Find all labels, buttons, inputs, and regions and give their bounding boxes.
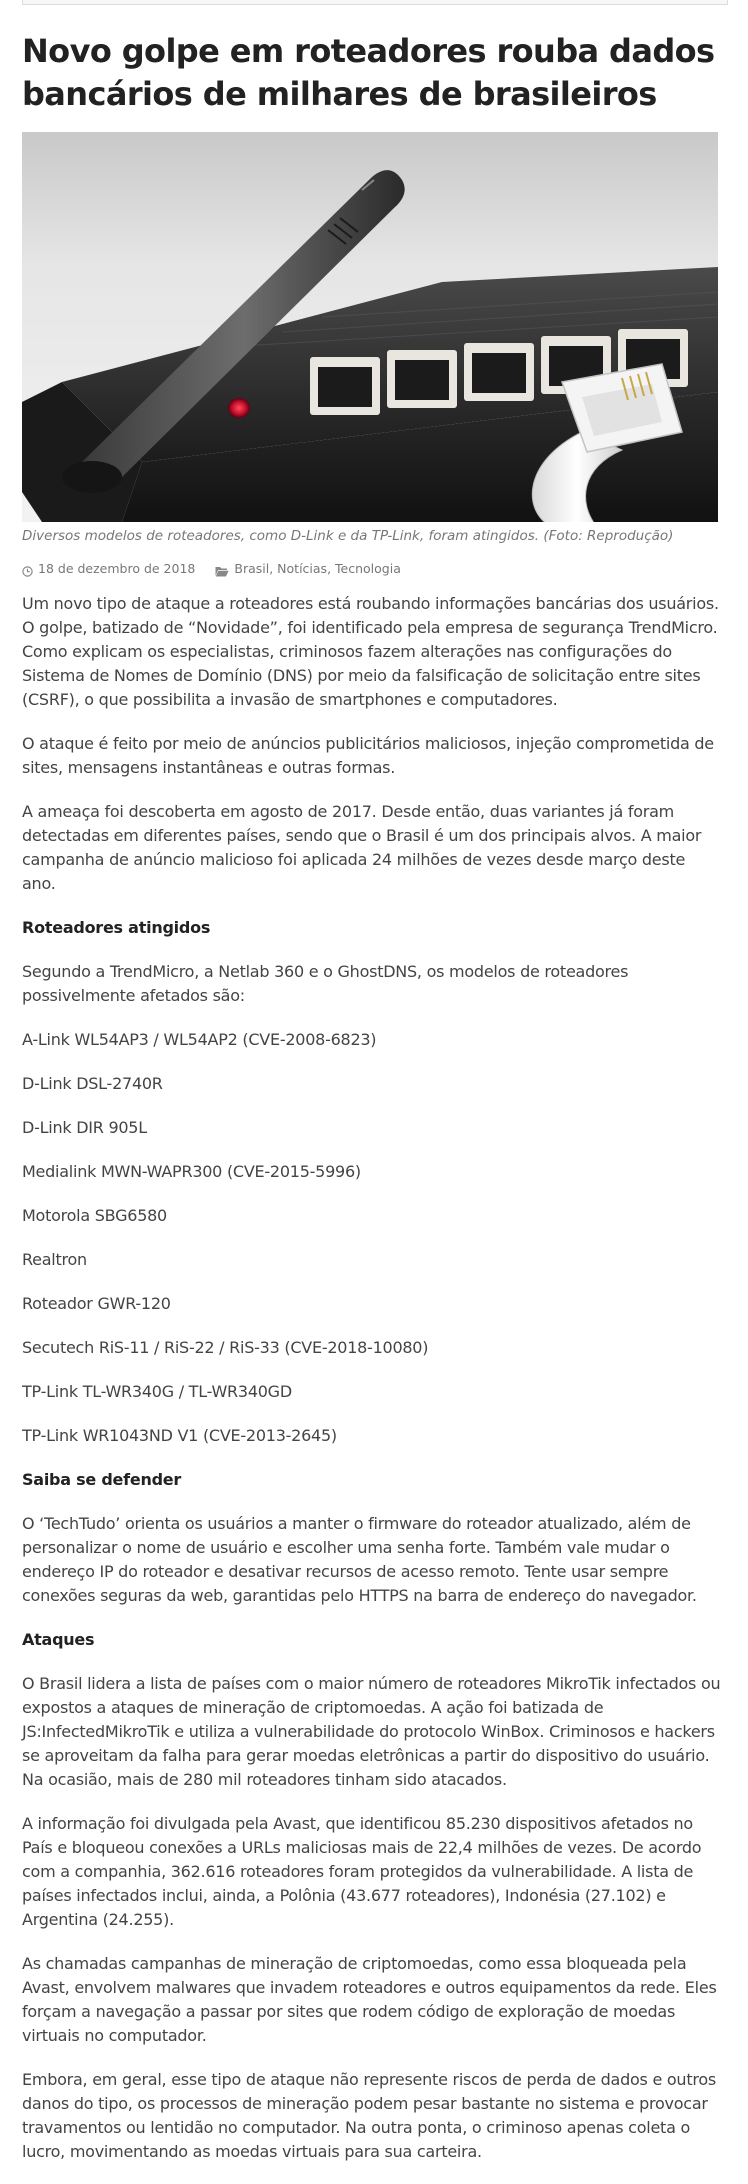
paragraph: O ataque é feito por meio de anúncios publicitários maliciosos, injeção comprometida de sites, mensagens instantâneas e outras formas. <box>22 734 714 777</box>
led-light <box>228 398 250 418</box>
router-model-item: TP-Link WR1043ND V1 (CVE-2013-2645) <box>22 1426 337 1445</box>
post-meta <box>22 560 722 578</box>
router-model-item: D-Link DIR 905L <box>22 1118 147 1137</box>
article-body <box>22 592 722 2164</box>
post-date: 18 de dezembro de 2018 <box>38 561 196 576</box>
category-separator: , <box>269 561 278 576</box>
paragraph: As chamadas campanhas de mineração de criptomoedas, como essa bloqueada pela Avast, envolvem malwares que invadem roteadores e outros equipamentos da rede. Eles forçam a navegação a passar por sites que rodem código de exploração de moedas virtuais no computador. <box>22 1954 717 2045</box>
paragraph: Um novo tipo de ataque a roteadores está roubando informações bancárias dos usuários. O golpe, batizado de “Novidade”, foi identificado pela empresa de segurança TrendMicro. Como explicam os especialistas, criminosos fazem alterações nas configurações do Sistema de Nomes de Domínio (DNS) por meio da falsificação de solicitação entre sites (CSRF), o que possibilita a invasão de smartphones e computadores. <box>22 594 719 709</box>
category-link-brasil[interactable]: Brasil <box>234 561 270 576</box>
article-image <box>22 132 718 522</box>
category-link-noticias[interactable]: Notícias <box>277 561 328 576</box>
router-model-item: D-Link DSL-2740R <box>22 1074 163 1093</box>
router-model-item: Medialink MWN-WAPR300 (CVE-2015-5996) <box>22 1162 361 1181</box>
paragraph: O ‘TechTudo’ orienta os usuários a manter o firmware do roteador atualizado, além de personalizar o nome de usuário e escolher uma senha forte. Também vale mudar o endereço IP do roteador e desativar recursos de acesso remoto. Tente usar sempre conexões seguras da web, garantidas pelo HTTPS na barra de endereço do navegador. <box>22 1514 697 1605</box>
folder-open-icon <box>215 564 229 575</box>
router-model-item: A-Link WL54AP3 / WL54AP2 (CVE-2008-6823) <box>22 1030 377 1049</box>
article <box>22 30 722 2184</box>
paragraph: A informação foi divulgada pela Avast, que identificou 85.230 dispositivos afetados no País e bloqueou conexões a URLs maliciosas mais de 22,4 milhões de vezes. De acordo com a companhia, 362.616 roteadores foram protegidos da vulnerabilidade. A lista de países infectados inclui, ainda, a Polônia (43.677 roteadores), Indonésia (27.102) e Argentina (24.255). <box>22 1814 702 1929</box>
section-heading-roteadores: Roteadores atingidos <box>22 918 211 937</box>
router-photo <box>22 132 718 522</box>
paragraph: Embora, em geral, esse tipo de ataque não represente riscos de perda de dados e outros danos do tipo, os processos de mineração podem pesar bastante no sistema e provocar travamentos ou lentidão no computador. Na outra ponta, o criminoso apenas coleta o lucro, movimentando as moedas virtuais para sua carteira. <box>22 2070 716 2161</box>
router-model-item: Motorola SBG6580 <box>22 1206 167 1225</box>
paragraph: Segundo a TrendMicro, a Netlab 360 e o GhostDNS, os modelos de roteadores possivelmente afetados são: <box>22 962 629 1005</box>
section-heading-defender: Saiba se defender <box>22 1470 182 1489</box>
top-border <box>22 0 728 5</box>
router-model-item: Roteador GWR-120 <box>22 1294 171 1313</box>
article-title: Novo golpe em roteadores rouba dados bancários de milhares de brasileiros <box>22 32 715 113</box>
router-model-item: TP-Link TL-WR340G / TL-WR340GD <box>22 1382 292 1401</box>
section-heading-ataques: Ataques <box>22 1630 95 1649</box>
router-model-item: Realtron <box>22 1250 87 1269</box>
paragraph: O Brasil lidera a lista de países com o maior número de roteadores MikroTik infectados ou expostos a ataques de mineração de criptomoedas. A ação foi batizada de JS:InfectedMikroTik e utiliza a vulnerabilidade do protocolo WinBox. Criminosos e hackers se aproveitam da falha para gerar moedas eletrônicas a partir do dispositivo do usuário. Na ocasião, mais de 280 mil roteadores tinham sido atacados. <box>22 1674 721 1789</box>
paragraph: A ameaça foi descoberta em agosto de 2017. Desde então, duas variantes já foram detectadas em diferentes países, sendo que o Brasil é um dos principais alvos. A maior campanha de anúncio malicioso foi aplicada 24 milhões de vezes desde março deste ano. <box>22 802 702 893</box>
clock-icon <box>22 564 33 575</box>
router-model-item: Secutech RiS-11 / RiS-22 / RiS-33 (CVE-2018-10080) <box>22 1338 429 1357</box>
category-separator: , <box>327 561 336 576</box>
category-link-tecnologia[interactable]: Tecnologia <box>335 561 401 576</box>
image-caption: Diversos modelos de roteadores, como D-Link e da TP-Link, foram atingidos. (Foto: Reprodução) <box>22 528 674 544</box>
